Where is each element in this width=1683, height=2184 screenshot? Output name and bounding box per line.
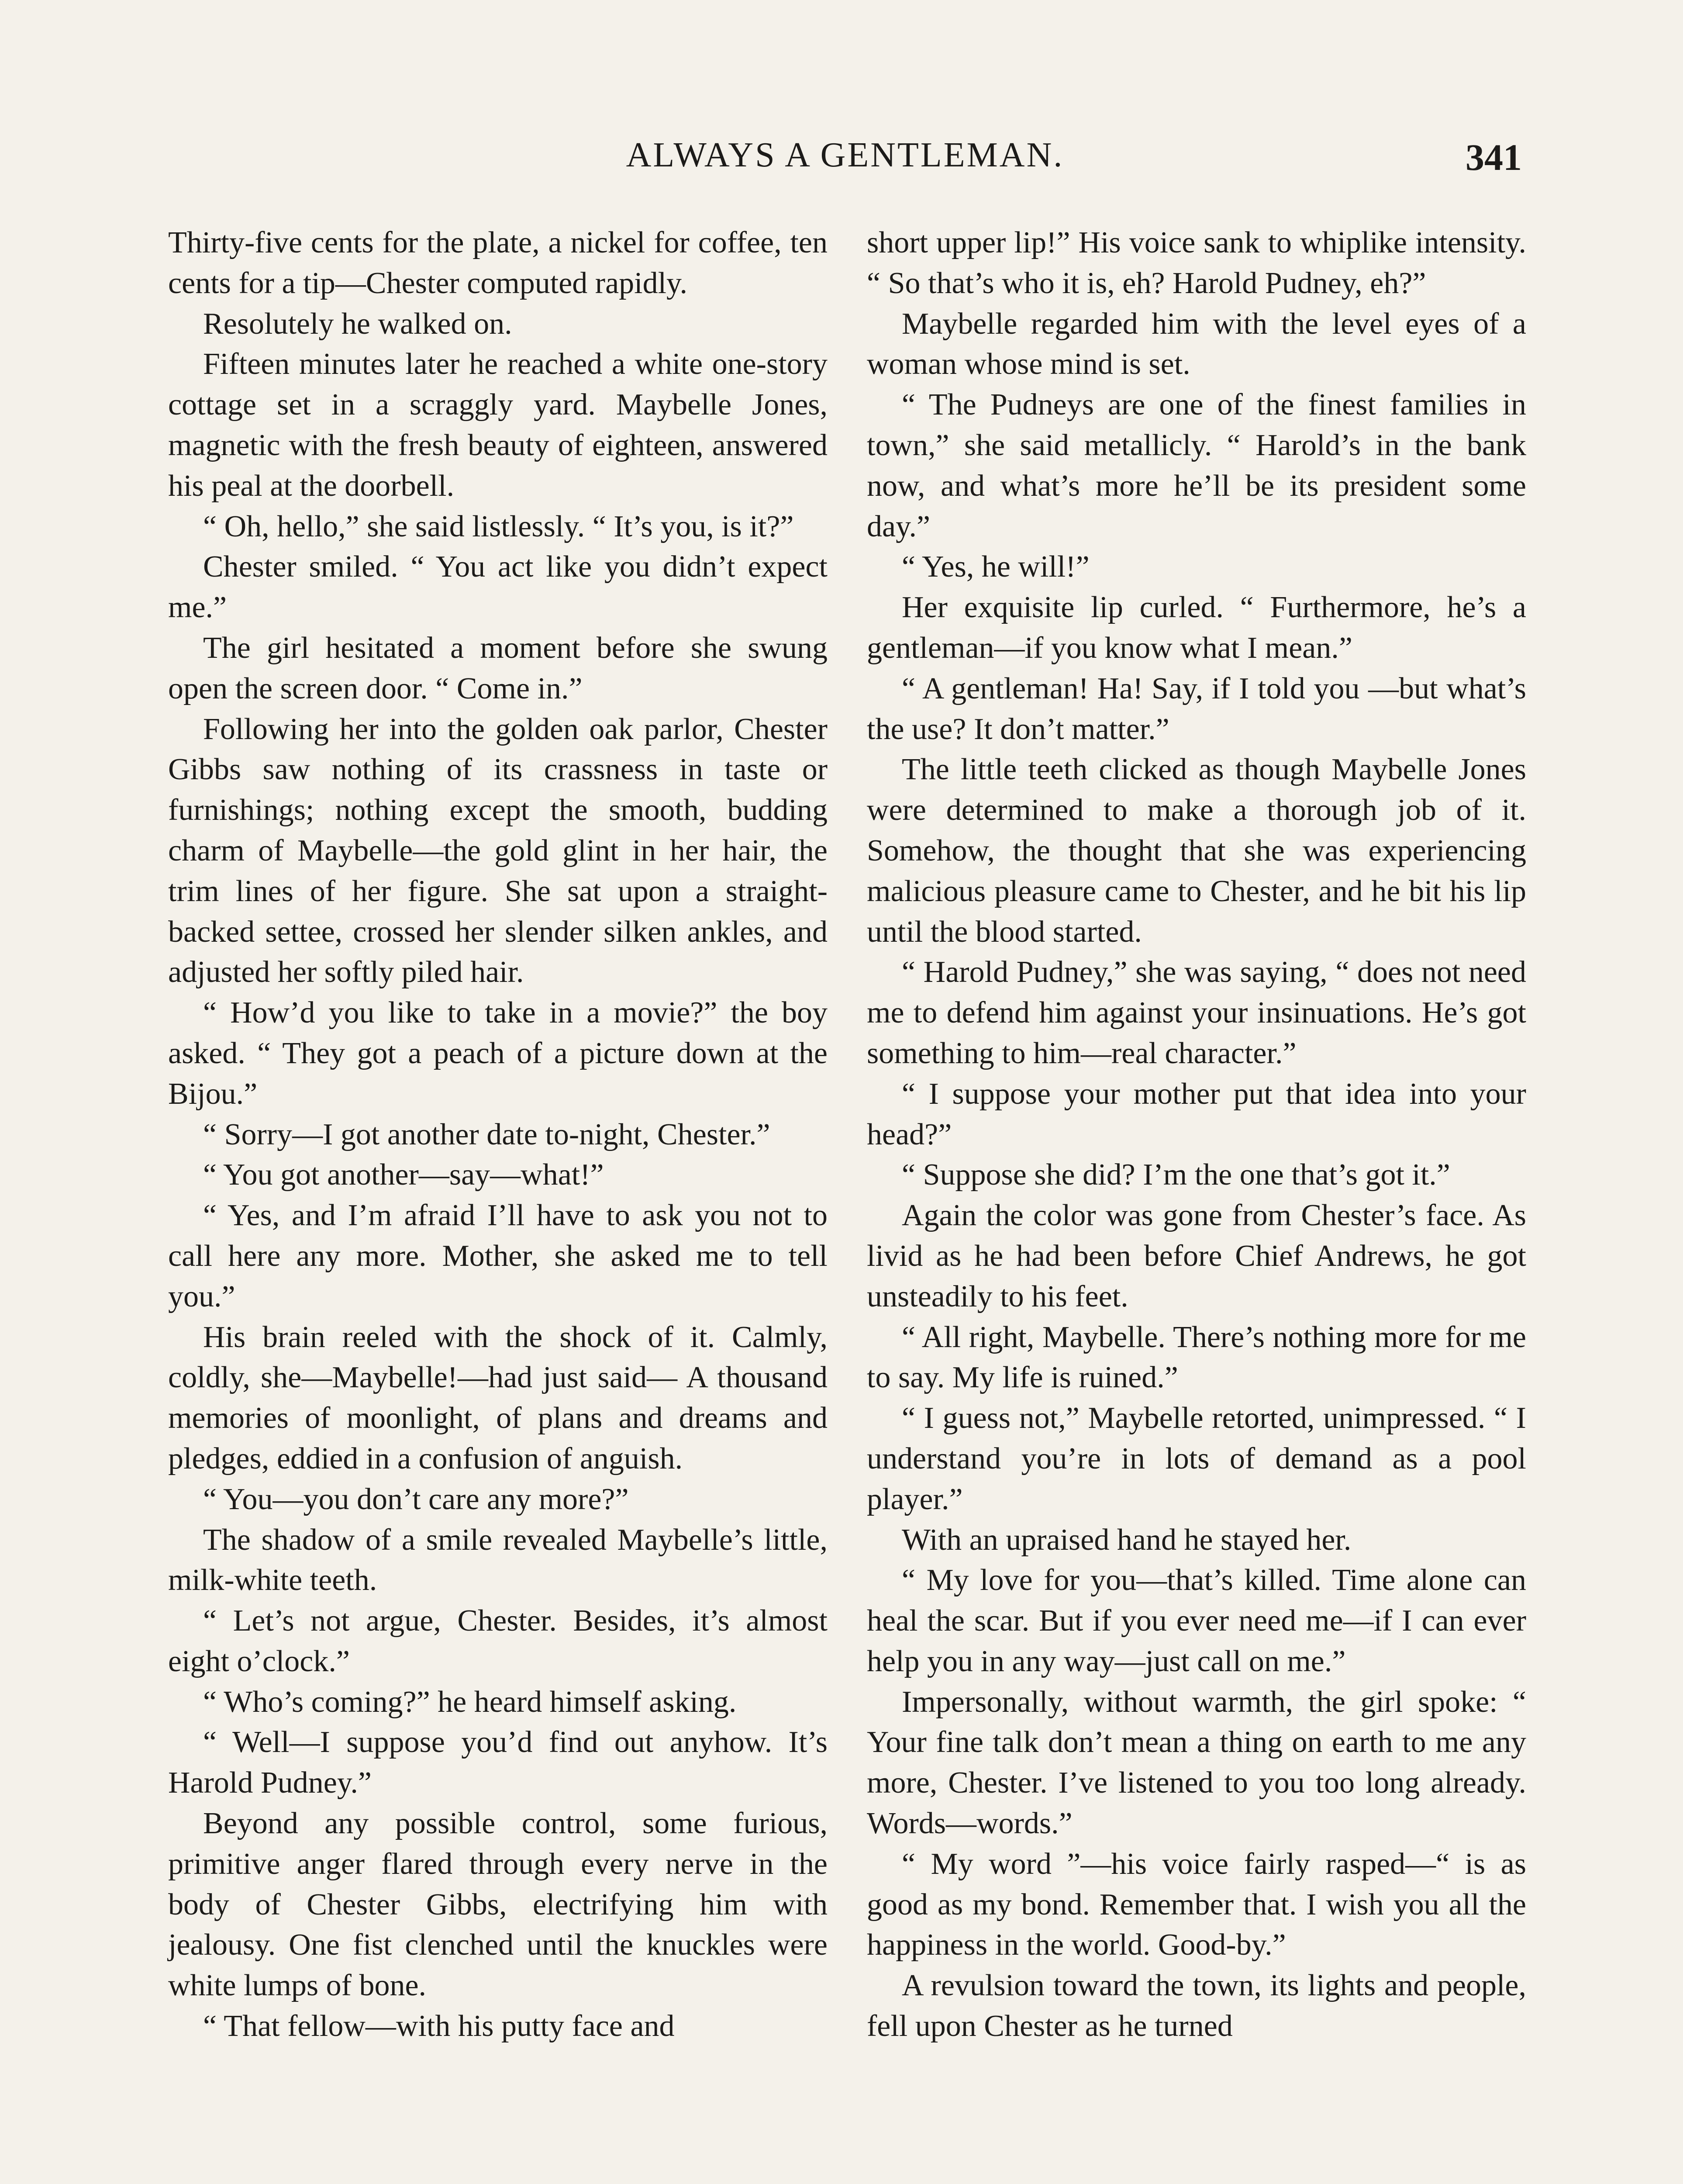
paragraph: Impersonally, without warmth, the girl spoke: “ Your fine talk don’t mean a thing on earth to me any more, Chester. I’ve listened to you too long already. Words—words.” (867, 1685, 1526, 1841)
paragraph: “ Oh, hello,” she said listlessly. “ It’s you, is it?” (203, 509, 794, 543)
right-column (867, 223, 1526, 2047)
paragraph: His brain reeled with the shock of it. Calmly, coldly, she—Maybelle!—had just said— A thousand memories of moonlight, of plans and dreams and pledges, eddied in a confusion of anguish. (168, 1320, 828, 1476)
page-header (168, 135, 1522, 188)
paragraph: “ Sorry—I got another date to-night, Chester.” (203, 1117, 770, 1151)
paragraph: The shadow of a smile revealed Maybelle’s little, milk-white teeth. (168, 1523, 828, 1597)
paragraph: “ My love for you—that’s killed. Time alone can heal the scar. But if you ever need me—if I can ever help you in any way—just call on me.” (867, 1563, 1526, 1678)
paragraph: “ I guess not,” Maybelle retorted, unimpressed. “ I understand you’re in lots of demand as a pool player.” (867, 1401, 1526, 1516)
paragraph: short upper lip!” His voice sank to whiplike intensity. “ So that’s who it is, eh? Harold Pudney, eh?” (867, 226, 1526, 300)
paragraph: Thirty-five cents for the plate, a nickel for coffee, ten cents for a tip—Chester computed rapidly. (168, 226, 828, 300)
paragraph: “ Harold Pudney,” she was saying, “ does not need me to defend him against your insinuations. He’s got something to him—real character.” (867, 955, 1526, 1070)
paragraph: Maybelle regarded him with the level eyes of a woman whose mind is set. (867, 307, 1526, 381)
left-column (168, 223, 828, 2047)
paragraph: “ All right, Maybelle. There’s nothing more for me to say. My life is ruined.” (867, 1320, 1526, 1395)
paragraph: “ The Pudneys are one of the finest families in town,” she said metallicly. “ Harold’s in the bank now, and what’s more he’ll be its president some day.” (867, 388, 1526, 543)
paragraph: The girl hesitated a moment before she swung open the screen door. “ Come in.” (168, 631, 828, 705)
paragraph: “ You—you don’t care any more?” (203, 1482, 629, 1516)
paragraph: “ Let’s not argue, Chester. Besides, it’s almost eight o’clock.” (168, 1604, 828, 1678)
paragraph: “ Suppose she did? I’m the one that’s got it.” (902, 1158, 1450, 1192)
page-number: 341 (1466, 136, 1522, 178)
paragraph: With an upraised hand he stayed her. (902, 1523, 1352, 1557)
paragraph: Again the color was gone from Chester’s face. As livid as he had been before Chief Andrews, he got unsteadily to his feet. (867, 1199, 1526, 1313)
paragraph: Fifteen minutes later he reached a white one-story cottage set in a scraggly yard. Maybelle Jones, magnetic with the fresh beauty of eighteen, answered his peal at the doorbell. (168, 347, 828, 503)
paragraph: A revulsion toward the town, its lights and people, fell upon Chester as he turned (867, 1969, 1526, 2043)
paragraph: “ My word ”—his voice fairly rasped—“ is as good as my bond. Remember that. I wish you all the happiness in the world. Good-by.” (867, 1847, 1526, 1962)
paragraph: Chester smiled. “ You act like you didn’t expect me.” (168, 550, 828, 625)
paragraph: Beyond any possible control, some furious, primitive anger flared through every nerve in the body of Chester Gibbs, electrifying him with jealousy. One fist clenched until the knuckles were white lumps of bone. (168, 1807, 828, 2003)
paragraph: “ I suppose your mother put that idea into your head?” (867, 1077, 1526, 1151)
paragraph: Following her into the golden oak parlor, Chester Gibbs saw nothing of its crassness in taste or furnishings; nothing except the smooth, budding charm of Maybelle—the gold glint in her hair, the trim lines of her figure. She sat upon a straight-backed settee, crossed her slender silken ankles, and adjusted her softly piled hair. (168, 712, 828, 989)
paragraph: “ Who’s coming?” he heard himself asking. (203, 1685, 737, 1719)
paragraph: “ A gentleman! Ha! Say, if I told you —but what’s the use? It don’t matter.” (867, 671, 1526, 746)
paragraph: The little teeth clicked as though Maybelle Jones were determined to make a thorough job of it. Somehow, the thought that she was experiencing malicious pleasure came to Chester, and he bit his lip until the blood started. (867, 753, 1526, 949)
paragraph: “ That fellow—with his putty face and (203, 2009, 675, 2043)
paragraph: Resolutely he walked on. (203, 307, 512, 341)
paragraph: “ Yes, he will!” (902, 550, 1090, 584)
paragraph: “ Yes, and I’m afraid I’ll have to ask you not to call here any more. Mother, she asked me to tell you.” (168, 1199, 828, 1313)
paragraph: Her exquisite lip curled. “ Furthermore, he’s a gentleman—if you know what I mean.” (867, 591, 1526, 665)
paragraph: “ Well—I suppose you’d find out anyhow. It’s Harold Pudney.” (168, 1725, 828, 1800)
running-title: ALWAYS A GENTLEMAN. (626, 136, 1064, 174)
paragraph: “ You got another—say—what!” (203, 1158, 604, 1192)
paragraph: “ How’d you like to take in a movie?” the boy asked. “ They got a peach of a picture down at the Bijou.” (168, 996, 828, 1111)
